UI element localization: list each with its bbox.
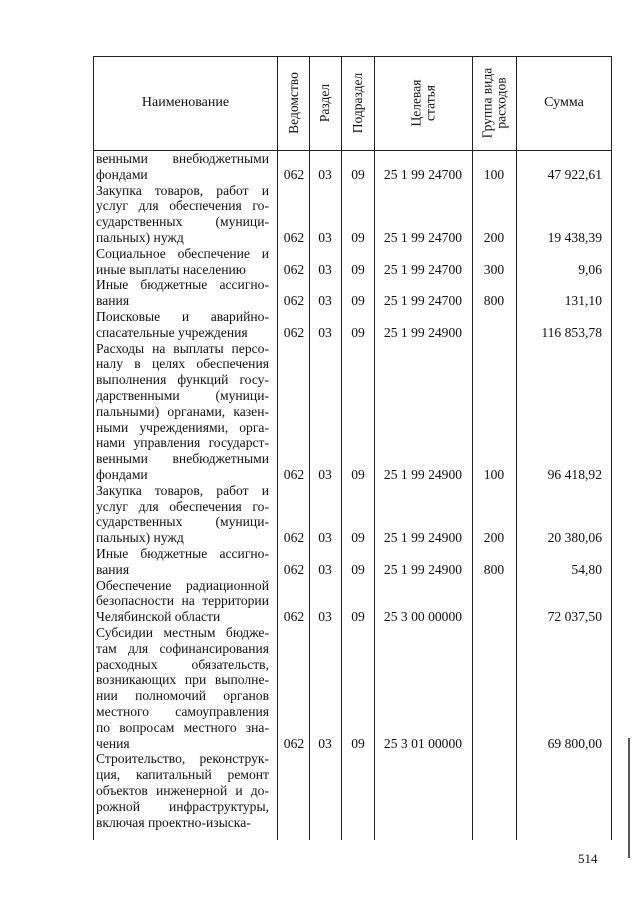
row-summa: 96 418,92 [547, 467, 602, 482]
row-name [96, 246, 269, 278]
row-celevaya-statya: 25 1 99 24900 [383, 561, 463, 577]
row-name-line: Поисковые и аварийно- [96, 309, 269, 324]
row-summa: 131,10 [564, 293, 602, 309]
row-name [96, 751, 269, 830]
row-vedomstvo: 062 [283, 324, 305, 340]
row-name-line: Иные бюджетные ассигно- [96, 546, 269, 561]
row-name-line: Закупка товаров, работ и [96, 482, 269, 498]
row-name-line: венными внебюджетными [96, 451, 269, 467]
row-summa: 54,80 [571, 561, 602, 577]
row-name-line: ными учреждениями, орга- [96, 419, 269, 435]
row-name-line: вания [96, 561, 130, 577]
row-name-line: нии полномочий органов [96, 688, 269, 704]
row-summa: 72 037,50 [547, 609, 602, 625]
row-razdel: 03 [318, 609, 332, 625]
row-name [96, 546, 269, 578]
col-border-podrazdel [374, 56, 375, 840]
row-celevaya-statya: 25 3 01 00000 [383, 735, 463, 751]
row-name-line: фондами [96, 466, 148, 482]
row-razdel: 03 [318, 230, 332, 245]
row-name-line: сударственных (муници- [96, 514, 269, 530]
row-razdel: 03 [318, 530, 332, 546]
row-name-line: по вопросам местного зна- [96, 719, 269, 735]
row-name-line: нами управления государст- [96, 435, 269, 451]
row-celevaya-statya: 25 3 00 00000 [383, 609, 463, 625]
row-vedomstvo: 062 [283, 735, 305, 751]
row-name-line: объектов инженерной и до- [96, 782, 269, 798]
row-podrazdel: 09 [351, 293, 365, 309]
header-podrazdel: Подраздел [350, 72, 366, 134]
scan-edge-mark [628, 738, 630, 858]
row-name-line: Челябинской области [96, 609, 221, 625]
row-name [96, 151, 269, 183]
row-podrazdel: 09 [351, 561, 365, 577]
row-vedomstvo: 062 [283, 561, 305, 577]
row-razdel: 03 [318, 293, 332, 309]
row-name [96, 309, 269, 341]
row-podrazdel: 09 [351, 609, 365, 625]
row-podrazdel: 09 [351, 735, 365, 751]
row-name-line: возникающих при выполне- [96, 672, 269, 688]
row-celevaya-statya: 25 1 99 24900 [383, 530, 463, 546]
row-summa: 9,06 [578, 261, 602, 277]
row-summa: 47 922,61 [547, 166, 602, 182]
page-number: 514 [578, 851, 598, 866]
row-name-line: расходных обязательств, [96, 656, 269, 672]
col-border-gvr [516, 56, 517, 840]
row-name-line: услуг для обеспечения го- [96, 198, 269, 214]
row-razdel: 03 [318, 561, 332, 577]
row-name [96, 183, 269, 246]
row-name [96, 277, 269, 309]
header-name: Наименование [141, 95, 230, 110]
row-name-line: Иные бюджетные ассигно- [96, 277, 269, 293]
row-vedomstvo: 062 [283, 293, 305, 309]
header-gruppa-vida-rashodov: Группа вида расходов [479, 67, 509, 139]
row-name-line: местного самоуправления [96, 703, 269, 719]
row-celevaya-statya: 25 1 99 24700 [383, 261, 463, 277]
col-border-name [277, 56, 278, 840]
row-name-line: Закупка товаров, работ и [96, 182, 269, 198]
row-vedomstvo: 062 [283, 530, 305, 546]
row-name-line: дарственными (муници- [96, 387, 269, 403]
row-celevaya-statya: 25 1 99 24900 [383, 467, 463, 482]
row-name-line: Строительство, реконструк- [96, 751, 269, 767]
row-name-line: венными внебюджетными [96, 151, 269, 166]
header-celevaya-statya: Целевая статья [408, 79, 438, 127]
row-celevaya-statya: 25 1 99 24700 [383, 166, 463, 182]
row-name-line: пальными) органами, казен- [96, 403, 269, 419]
row-name-line: пальных) нужд [96, 229, 184, 245]
header-vedomstvo: Ведомство [285, 72, 301, 134]
row-podrazdel: 09 [351, 166, 365, 182]
row-razdel: 03 [318, 467, 332, 482]
col-border-left [93, 56, 94, 840]
row-gruppa: 200 [483, 230, 505, 245]
row-name-line: налу в целях обеспечения [96, 356, 269, 372]
row-celevaya-statya: 25 1 99 24900 [383, 324, 463, 340]
row-name-line: Расходы на выплаты персо- [96, 340, 269, 356]
row-razdel: 03 [318, 324, 332, 340]
row-name-line: фондами [96, 166, 148, 182]
row-celevaya-statya: 25 1 99 24700 [383, 230, 463, 245]
row-name [96, 341, 269, 483]
row-gruppa: 800 [483, 293, 505, 309]
row-name-line: там для софинансирования [96, 640, 269, 656]
row-vedomstvo: 062 [283, 467, 305, 482]
row-name-line: сударственных (муници- [96, 214, 269, 230]
row-gruppa: 100 [483, 166, 505, 182]
row-summa: 19 438,39 [547, 230, 602, 245]
col-border-cs [472, 56, 473, 840]
row-podrazdel: 09 [351, 261, 365, 277]
row-name-line: иные выплаты населению [96, 261, 246, 277]
row-name-line: услуг для обеспечения го- [96, 498, 269, 514]
row-name [96, 483, 269, 546]
row-summa: 20 380,06 [547, 530, 602, 546]
row-razdel: 03 [318, 261, 332, 277]
row-gruppa: 800 [483, 561, 505, 577]
row-summa: 69 800,00 [547, 735, 602, 751]
row-vedomstvo: 062 [283, 230, 305, 245]
row-name-line: Субсидии местным бюдже- [96, 625, 269, 640]
row-name-line: вания [96, 293, 130, 309]
row-razdel: 03 [318, 735, 332, 751]
row-vedomstvo: 062 [283, 609, 305, 625]
row-gruppa: 300 [483, 261, 505, 277]
row-name-line: ция, капитальный ремонт [96, 767, 269, 783]
row-name-line: спасательные учреждения [96, 324, 248, 340]
row-name-line: Обеспечение радиационной [96, 577, 269, 593]
row-podrazdel: 09 [351, 230, 365, 245]
row-name-line: включая проектно-изыска- [96, 814, 251, 830]
header-summa: Сумма [544, 95, 584, 110]
header-razdel: Раздел [317, 83, 333, 123]
row-summa: 116 853,78 [541, 324, 602, 340]
row-vedomstvo: 062 [283, 166, 305, 182]
col-border-right [611, 56, 612, 840]
row-name-line: выполнения функций госу- [96, 372, 269, 388]
row-podrazdel: 09 [351, 467, 365, 482]
row-gruppa: 200 [483, 530, 505, 546]
row-name [96, 578, 269, 625]
row-podrazdel: 09 [351, 324, 365, 340]
row-name-line: пальных) нужд [96, 530, 184, 546]
row-name [96, 625, 269, 751]
row-name-line: Социальное обеспечение и [96, 245, 269, 261]
row-razdel: 03 [318, 166, 332, 182]
row-vedomstvo: 062 [283, 261, 305, 277]
row-celevaya-statya: 25 1 99 24700 [383, 293, 463, 309]
row-name-line: безопасности на территории [96, 593, 269, 609]
row-name-line: рожной инфраструктуры, [96, 798, 269, 814]
row-gruppa: 100 [483, 467, 505, 482]
row-name-line: чения [96, 735, 130, 751]
row-podrazdel: 09 [351, 530, 365, 546]
